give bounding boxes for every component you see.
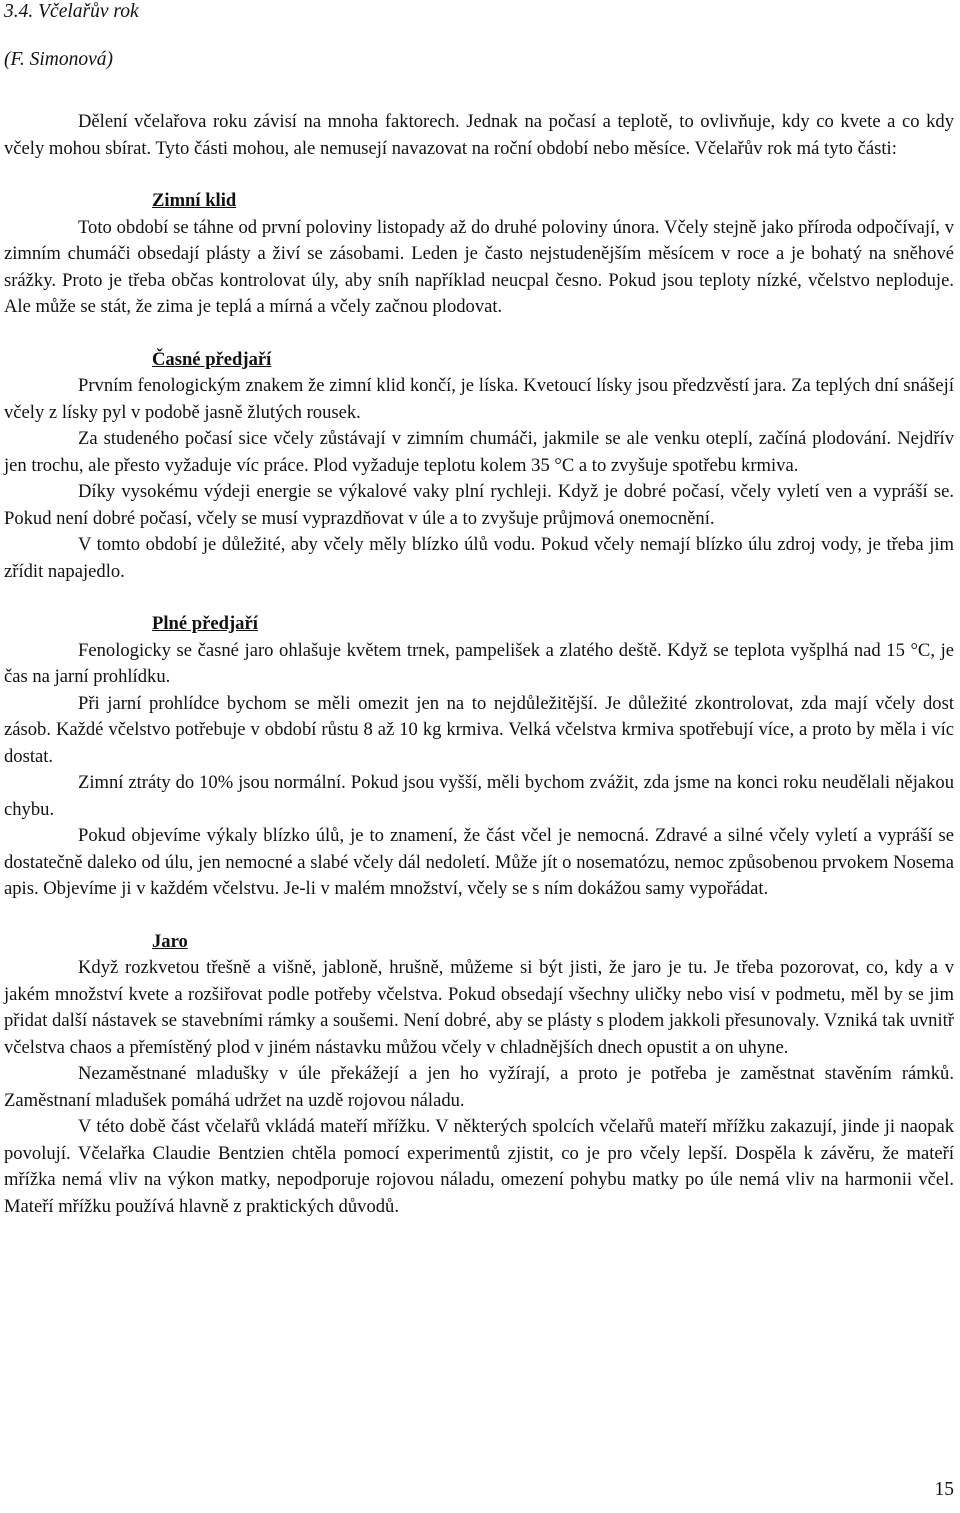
paragraph: Za studeného počasí sice včely zůstávají v zimním chumáči, jakmile se ale venku oteplí, začíná plodování. Nejdřív jen trochu, ale přesto vyžaduje víc práce. Plod vyžaduje teplotu kolem 35 °C a to zvyšuje spotřebu krmiva. [4,428,954,476]
section-title: Časné předjaří [152,348,272,370]
paragraph: Toto období se táhne od první poloviny listopady až do druhé poloviny února. Včely stejně jako příroda odpočívají, v zimním chumáči obsedají plásty a živí se zásobami. Leden je často nejstudenějším měsícem v roce a je bohatý na sněhové srážky. Proto je třeba občas kontrolovat úly, aby sníh například neucpal česno. Pokud jsou teploty nízké, včelstvo neploduje. Ale může se stát, že zima je teplá a mírná a včely začnou plodovat. [4,216,954,317]
section-title: Jaro [152,930,188,952]
section-heading: 3.4. Včelařův rok [4,1,139,22]
paragraph: V tomto období je důležité, aby včely měly blízko úlů vodu. Pokud včely nemají blízko úlu zdroj vody, je třeba jim zřídit napajedlo. [4,534,954,582]
section-title: Zimní klid [152,190,237,211]
paragraph: Díky vysokému výdeji energie se výkalové vaky plní rychleji. Když je dobré počasí, včely vyletí ven a vypráší se. Pokud není dobré počasí, včely se musí vyprazdňovat v úle a to zvyšuje průjmová onemocnění. [4,481,954,529]
page-number: 15 [934,1479,954,1500]
paragraph: Fenologicky se časné jaro ohlašuje květem trnek, pampelišek a zlatého deště. Když se teplota vyšplhá nad 15 °C, je čas na jarní prohlídku. [4,639,954,687]
paragraph: Při jarní prohlídce bychom se měli omezit jen na to nejdůležitější. Je důležité zkontrolovat, zda mají včely dost zásob. Každé včelstvo potřebuje v období růstu 8 až 10 kg krmiva. Velká včelstva krmiva spotřebují více, a proto by měla i víc dostat. [4,692,954,767]
section-title: Plné předjaří [152,613,258,634]
section-plne-predjari [4,611,954,903]
author-line: (F. Simonová) [4,49,114,70]
paragraph: Zimní ztráty do 10% jsou normální. Pokud jsou vyšší, měli bychom zvážit, zda jsme na konci roku neudělali nějakou chybu. [4,772,954,820]
document-body [4,109,954,1220]
paragraph: Nezaměstnané mladušky v úle překážejí a jen ho vyžírají, a proto je potřeba je zaměstnat stavěním rámků. Zaměstnaní mladušek pomáhá udržet na uzdě rojovou náladu. [4,1063,954,1111]
section-jaro [4,929,954,1221]
section-zimni-klid [4,188,954,321]
paragraph: Když rozkvetou třešně a višně, jabloně, hrušně, můžeme si být jisti, že jaro je tu. Je třeba pozorovat, co, kdy a v jakém množství kvete a rozšiřovat podle potřeby včelstva. Pokud obsedají všechny uličky nebo visí v podmetu, měl by se jim přidat další nástavek se stavebními rámky a soušemi. Není dobré, aby se plásty s plodem jakkoli přesunovaly. Vzniká tak uvnitř včelstva chaos a přemístěný plod v jiném nástavku můžou včely v chladnějších dnech opustit a on uhyne. [4,957,954,1058]
intro-paragraph: Dělení včelařova roku závisí na mnoha faktorech. Jednak na počasí a teplotě, to ovlivňuje, kdy co kvete a co kdy včely mohou sbírat. Tyto části mohou, ale nemusejí navazovat na roční období nebo měsíce. Včelařův rok má tyto části: [4,111,954,159]
section-casne-predjari [4,347,954,586]
paragraph: Pokud objevíme výkaly blízko úlů, je to znamení, že část včel je nemocná. Zdravé a silné včely vyletí a vypráší se dostatečně daleko od úlu, jen nemocné a slabé včely dál nedoletí. Může jít o nosematózu, nemoc způsobenou prvokem Nosema apis. Objevíme ji v každém včelstvu. Je-li v malém množství, včely se s ním dokážou samy vypořádat. [4,825,954,899]
paragraph: Prvním fenologickým znakem že zimní klid končí, je líska. Kvetoucí lísky jsou předzvěstí jara. Za teplých dní snášejí včely z lísky pyl v podobě jasně žlutých rousek. [4,375,954,423]
paragraph: V této době část včelařů vkládá mateří mřížku. V některých spolcích včelařů mateří mřížku zakazují, jinde ji naopak povolují. Včelařka Claudie Bentzien chtěla pomocí experimentů zjistit, co je pro včely lepší. Dospěla k závěru, že mateří mřížka nemá vliv na výkon matky, nepodporuje rojovou náladu, omezení pohybu matky po úle nemá vliv na harmonii včel. Mateří mřížku používá hlavně z praktických důvodů. [4,1116,954,1217]
